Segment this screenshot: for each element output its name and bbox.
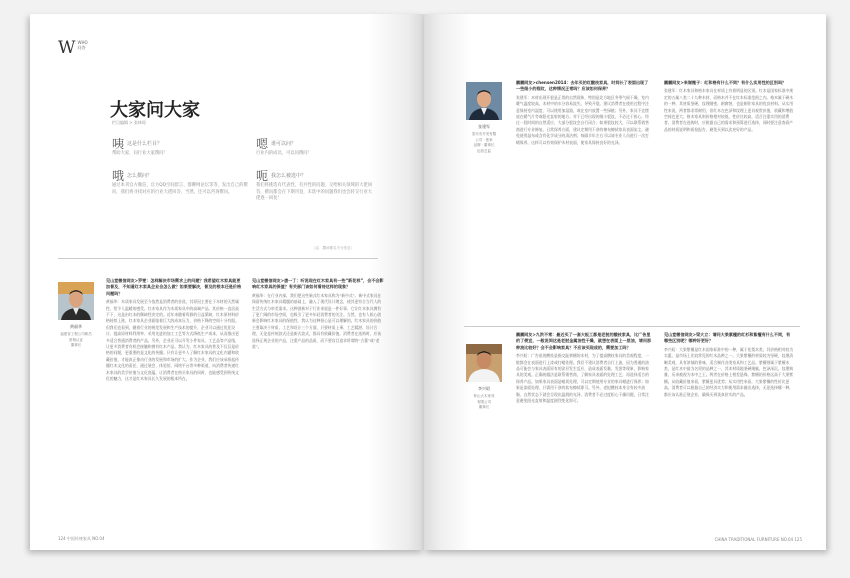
qa-big-char: 呃: [256, 169, 269, 183]
page-folio: CHINA TRADITIONAL FURNITURE NO.04 125: [714, 537, 802, 542]
qa-block: [256, 170, 374, 203]
byline: 栏目编辑 > 张林琼: [112, 120, 146, 125]
question-text: 见山堂微信网友>梁大立：请问大果紫檀的红杉和紫檀有什么不同，有哪些区别呢？哪种好更好？: [664, 332, 791, 344]
column-logo: [58, 40, 88, 56]
page-title: 大家问大家: [110, 100, 200, 121]
note: （注：撰问排名不分先后）: [312, 246, 354, 250]
qa-question: 这是什么栏目？: [127, 141, 163, 147]
expert-name: 黄福华: [70, 324, 82, 329]
expert-role-line: 运营总监: [477, 148, 491, 153]
expert-photo: [58, 282, 94, 320]
answer-text: 李兴昭：广告说的酸枝是指交趾黄檀的木材，为了提高酸枝家具的美观程度，一般都会在表面进行上漆或打蜡处理。我们不建议消费者自行上油，因为普通的油品可能会与家具表面原有的涂层发生反应，造成表面发黏、发黑等现象，影响家具的美观。正确的做法是联系销售商，了解家具表面的处理工艺，再选择适合的保养产品。如果家具表面是蜡质处理，可以定期使用专业的家具蜡进行保养；如果是漆面处理，只需用干净的软布擦拭即可。另外，老挝酸枝本身含有较多油脂，自然状态下就会呈现出温润的光泽，消费者不必过度担心干燥问题，日常注意避免阳光直射和温度剧烈变化即可。: [516, 353, 649, 404]
page-folio: 124 中国传统家具 NO.04: [58, 536, 105, 541]
qa-big-char: 咦: [112, 137, 125, 151]
qa-text: 帮助大家、问行业大家撰问！: [112, 151, 168, 156]
expert-role-line: 泰安市开发有限: [471, 132, 497, 136]
question-text: 见山堂微信网友>唐一丁：听说现在红木家具有一些“新花样”，会不会影响红木家具的保值？有关部门该如何看待这样的现象？: [252, 278, 384, 290]
divider: [464, 326, 800, 327]
expert-name: 李兴昭: [478, 386, 490, 391]
logo-sub-bottom: 问答: [77, 45, 86, 50]
answer-text: 李兴昭：大果紫檀是红木国家标准中的一种，属于花梨木类，其价格相对较为实惠，是市场上比较常见的红木品种之一。大果紫檀的材质较为坚硬，纹理清晰美观，具有浓郁的香味，适合制作各类家具和工艺品。紫檀则属于紫檀木类，是红木中最为名贵的品种之一，其木材质地坚硬细腻，色泽深沉，纹理典雅，历来被视为木中之王。两者在价格上相差悬殊，紫檀的价格远高于大果紫檀。从收藏价值来看，紫檀更具优势；从实用性来看，大果紫檀的性价比更高。消费者可以根据自己的经济实力和使用需求做出选择，无论选择哪一种，都应该认准正规企业，确保买到货真价实的产品。: [664, 346, 794, 397]
expert-role-line: 董事长: [478, 405, 490, 409]
expert-name: 张建军: [478, 124, 490, 129]
expert-role-line: 资格认证: [69, 337, 83, 342]
expert-role-line: 董事长: [70, 343, 82, 347]
expert-role-line: 福建省工程公司职员: [60, 332, 92, 336]
expert-role: [462, 394, 506, 411]
question-text: 见山堂微信网友>罗雯：怎样解决市场需求上的问题？我希望红木家具能更加普及，不知道红木家具企业会怎么做？如果要解决，普及的根本还是价格问题吗？: [106, 278, 242, 296]
text-column: [664, 332, 794, 398]
divider: [58, 258, 378, 259]
left-page: [30, 14, 424, 550]
text-column: [516, 332, 652, 404]
answer-text: 黄福华：木质家具发展至今依然是消费者的首选，其原因主要在于木材的天然属性，给予人温暖的感受。红木家具作为木质家具中的高端产品，其价格一直居高不下，这是由红木的稀缺性决定的。近年来随着资源的日益紧缺，红木原材料价格持续上涨，红木家具企业面临着巨大的成本压力，价格下降的空间十分有限。但我们也看到，随着行业的规范发展和生产技术的提升，企业可以通过优化设计、提高原材料利用率、采用先进的加工工艺等方式降低生产成本，从而推出更多适合普通消费者的产品。另外，企业还可以开发小件家具、工艺品等产品线，让更多消费者有机会接触和拥有红木产品。我认为，红木家具的普及不仅仅是价格的问题，更重要的是文化的传播。只有让更多人了解红木家具的文化内涵和收藏价值，才能真正推动行业的发展和市场的扩大。作为企业，我们应该承担起传播红木文化的责任，通过展会、体验馆、网络平台等多种渠道，向消费者传递红木家具的美学价值与文化底蕴，让消费者在购买家具的同时，也能感受到传统文化的魅力，这才是红木家具长久发展的根本所在。: [106, 299, 239, 382]
expert-role: [462, 132, 506, 154]
qa-block: [256, 138, 366, 158]
expert-photo: [466, 82, 502, 120]
answer-text: 张建军：红木家具和格木家具在材质上有着明显的区别。红木是国家标准中规定的五属八类二十九种木材，而格木并不在红木标准范围之内。格木属于硬木的一种，其材质坚硬、纹理细密、耐腐蚀，也是制作家具的优良材料。从实用性来说，两者都非常耐用，但红木在色泽和纹理上更具观赏价值，收藏和增值空间也更大；格木家具则价格相对较低，性价比较高，适合注重实用的消费者。消费者在选购时，应根据自己的需求和预算进行选择，同时要注意查看产品的材质说明和质检报告，避免买到以次充好的产品。: [664, 88, 794, 132]
qa-question: 谁可以问？: [271, 141, 297, 147]
answer-text: 黄福华：在行业内部，我们把这些新式红木家具称为“新中式”。新中式家具在保留传统红木家具精髓的基础上，融入了现代设计理念，使其更符合当代人的生活方式与审美需求。这种创新对于行业来说是一件好事，它让红木家具拥有了更广阔的市场空间，也吸引了更多年轻消费者的关注。当然，也有人担心创新会影响红木家具的保值性，我认为这种担心是可以理解的。红木家具的价值主要取决于材质、工艺和设计三个方面，只要材质上乘、工艺精湛、设计合理，无论是传统款式还是新式款式，都具有收藏价值。消费者在选购时，应该选择正规企业的产品，注重产品的品质，而不要盲目追求所谓的“古董”或“老款”。: [252, 292, 382, 350]
expert-role: [54, 332, 98, 349]
expert-photo: [466, 344, 502, 382]
qa-block: [112, 138, 242, 158]
qa-question: 怎么撰问？: [127, 173, 153, 179]
expert-role-line: 仲山大木家具: [473, 394, 495, 398]
qa-text: 通过本刊官方微信、官方QQ空间留言、群聊网论坛等等，发出自己的撰问，我们将寻找对应的行业大佬回答，当然，还可以咨询撰问。: [112, 183, 248, 195]
qa-big-char: 嗯: [256, 137, 269, 151]
expert-role-line: 公司 · 独家: [475, 137, 493, 142]
question-text: 鹏鹏网友>chensen2014：去年买的红酸枝家具，时间长了表面出现了一些细小的裂纹，这种情况正常吗？应该如何保养？: [516, 80, 649, 92]
answer-text: 张建军：木材出现开裂是正常的自然现象，特别是北方地区冬季气候干燥，室内暖气温度较高，木材中的水分容易流失，导致开裂。建议消费者在使用过程中注意保持室内湿度，可以使用加湿器，或在室内放置一些绿植；另外，家具不宜摆放在暖气片旁或阳光直射的地方。对于已经出现的细小裂纹，不必过于担心，经过一段时间的自然适应，大部分裂纹会自行闭合；如果裂纹较大，可以联系销售商进行专业修复。日常保养方面，建议定期用干净的棉布擦拭家具表面灰尘，避免使用湿布或含有化学成分的清洁剂；每隔半年左右可以请专业人员进行一次打蜡保养，这样可以有效保护木材表面，使家具保持良好的光泽。: [516, 94, 649, 145]
qa-text: 行业内的成员，可以问撰问！: [256, 151, 312, 156]
qa-big-char: 哦: [112, 169, 125, 183]
qa-text: 我们将挑选有代表性、有共性的问题，交给相关领域的大佬回答，撰问都会在下期刊登，未选中的问题我们也会转交行业大佬逐一回复！: [256, 183, 373, 201]
text-column: [664, 80, 794, 133]
expert-role-line: 有限公司: [477, 399, 491, 404]
logo-letter: W: [58, 38, 76, 58]
text-column: [252, 278, 384, 350]
question-text: 鹏鹏网友>来谢搬子：红和格有什么不同？有什么实用性的区别吗？: [664, 80, 787, 85]
expert-role-line: 品牌 · 董事长: [473, 143, 495, 147]
text-column: [516, 80, 652, 146]
question-text: 鹏鹏网友>九洪不常：最近买了一套大板工都是老挝的酸枝家具，比广告里的了便宜，一般说间这是老挝金属油性干燥，就想在表面上一层油，请问那种油比较好？会不会影响家具？不应该买现成的，需要加工吗？: [516, 332, 652, 350]
logo-sub-top: WHO: [77, 40, 88, 45]
right-page: [424, 14, 826, 550]
text-column: [106, 278, 242, 383]
qa-question: 我怎么被选中？: [271, 173, 307, 179]
qa-block: [112, 170, 252, 196]
magazine-spread: [30, 14, 826, 550]
